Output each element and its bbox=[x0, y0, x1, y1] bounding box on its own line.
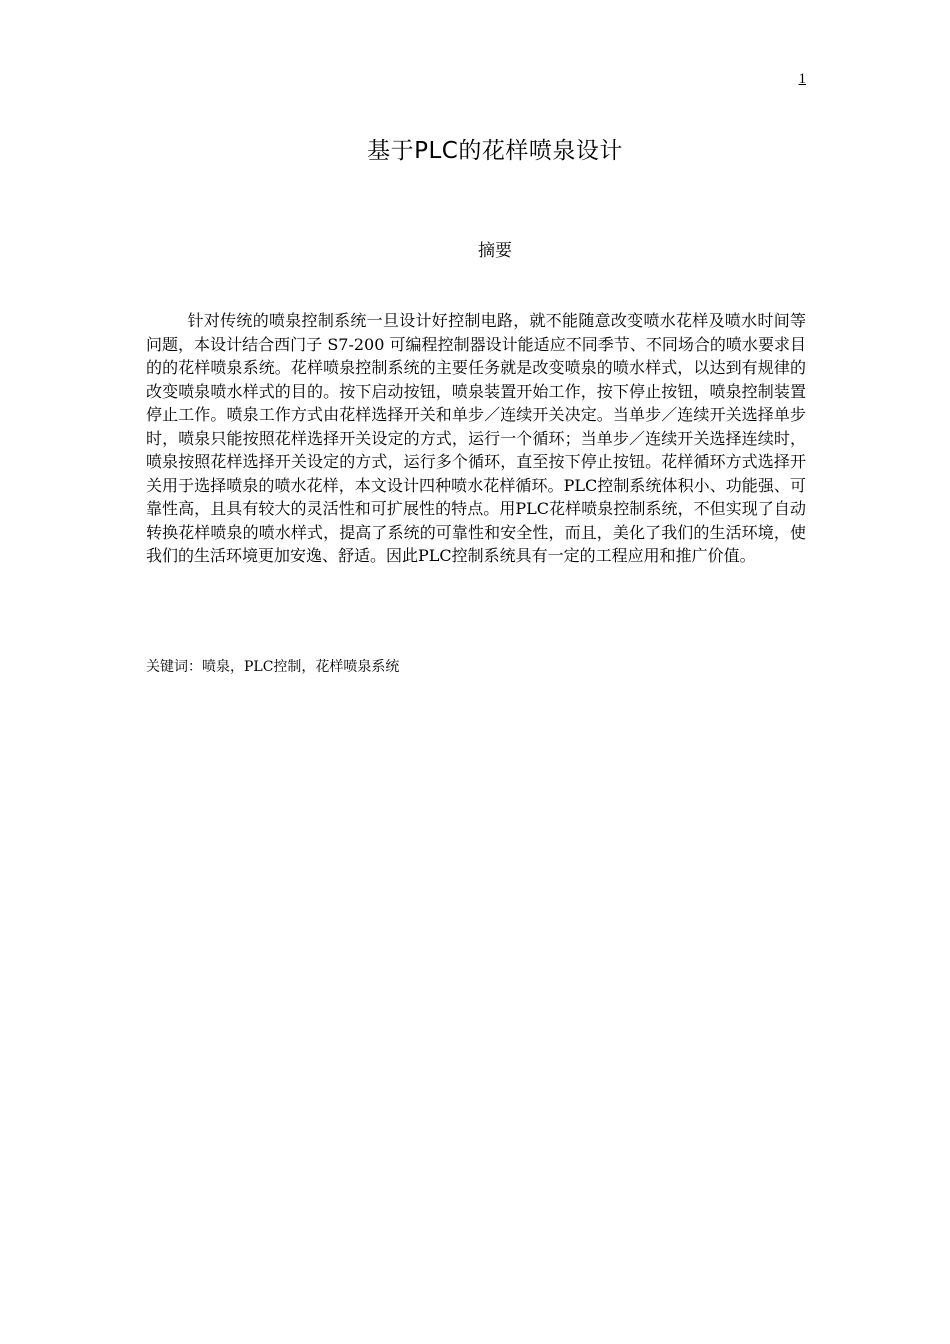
abstract-heading: 摘要 bbox=[478, 241, 512, 261]
abstract-paragraph: 针对传统的喷泉控制系统一旦设计好控制电路，就不能随意改变喷水花样及喷水时间等问题，本设计结合西门子 S7-200 可编程控制器设计能适应不同季节、不同场合的喷水要求目的的花样喷泉系统。花样喷泉控制系统的主要任务就是改变喷泉的喷水样式，以达到有规律的改变喷泉喷水样式的目的。按下启动按钮，喷泉装置开始工作，按下停止按钮，喷泉控制装置停止工作。喷泉工作方式由花样选择开关和单步／连续开关决定。当单步／连续开关选择单步时，喷泉只能按照花样选择开关设定的方式，运行一个循环；当单步／连续开关选择连续时，喷泉按照花样选择开关设定的方式，运行多个循环，直至按下停止按钮。花样循环方式选择开关用于选择喷泉的喷水花样，本文设计四种喷水花样循环。PLC控制系统体积小、功能强、可靠性高，且具有较大的灵活性和可扩展性的特点。用PLC花样喷泉控制系统，不但实现了自动转换花样喷泉的喷水样式，提高了系统的可靠性和安全性，而且，美化了我们的生活环境，使我们的生活环境更加安逸、舒适。因此PLC控制系统具有一定的工程应用和推广价值。 bbox=[146, 311, 806, 565]
keywords-line: 关键词：喷泉，PLC控制，花样喷泉系统 bbox=[146, 659, 400, 675]
page-number: 1 bbox=[798, 71, 806, 87]
document-title: 基于PLC的花样喷泉设计 bbox=[367, 138, 623, 164]
